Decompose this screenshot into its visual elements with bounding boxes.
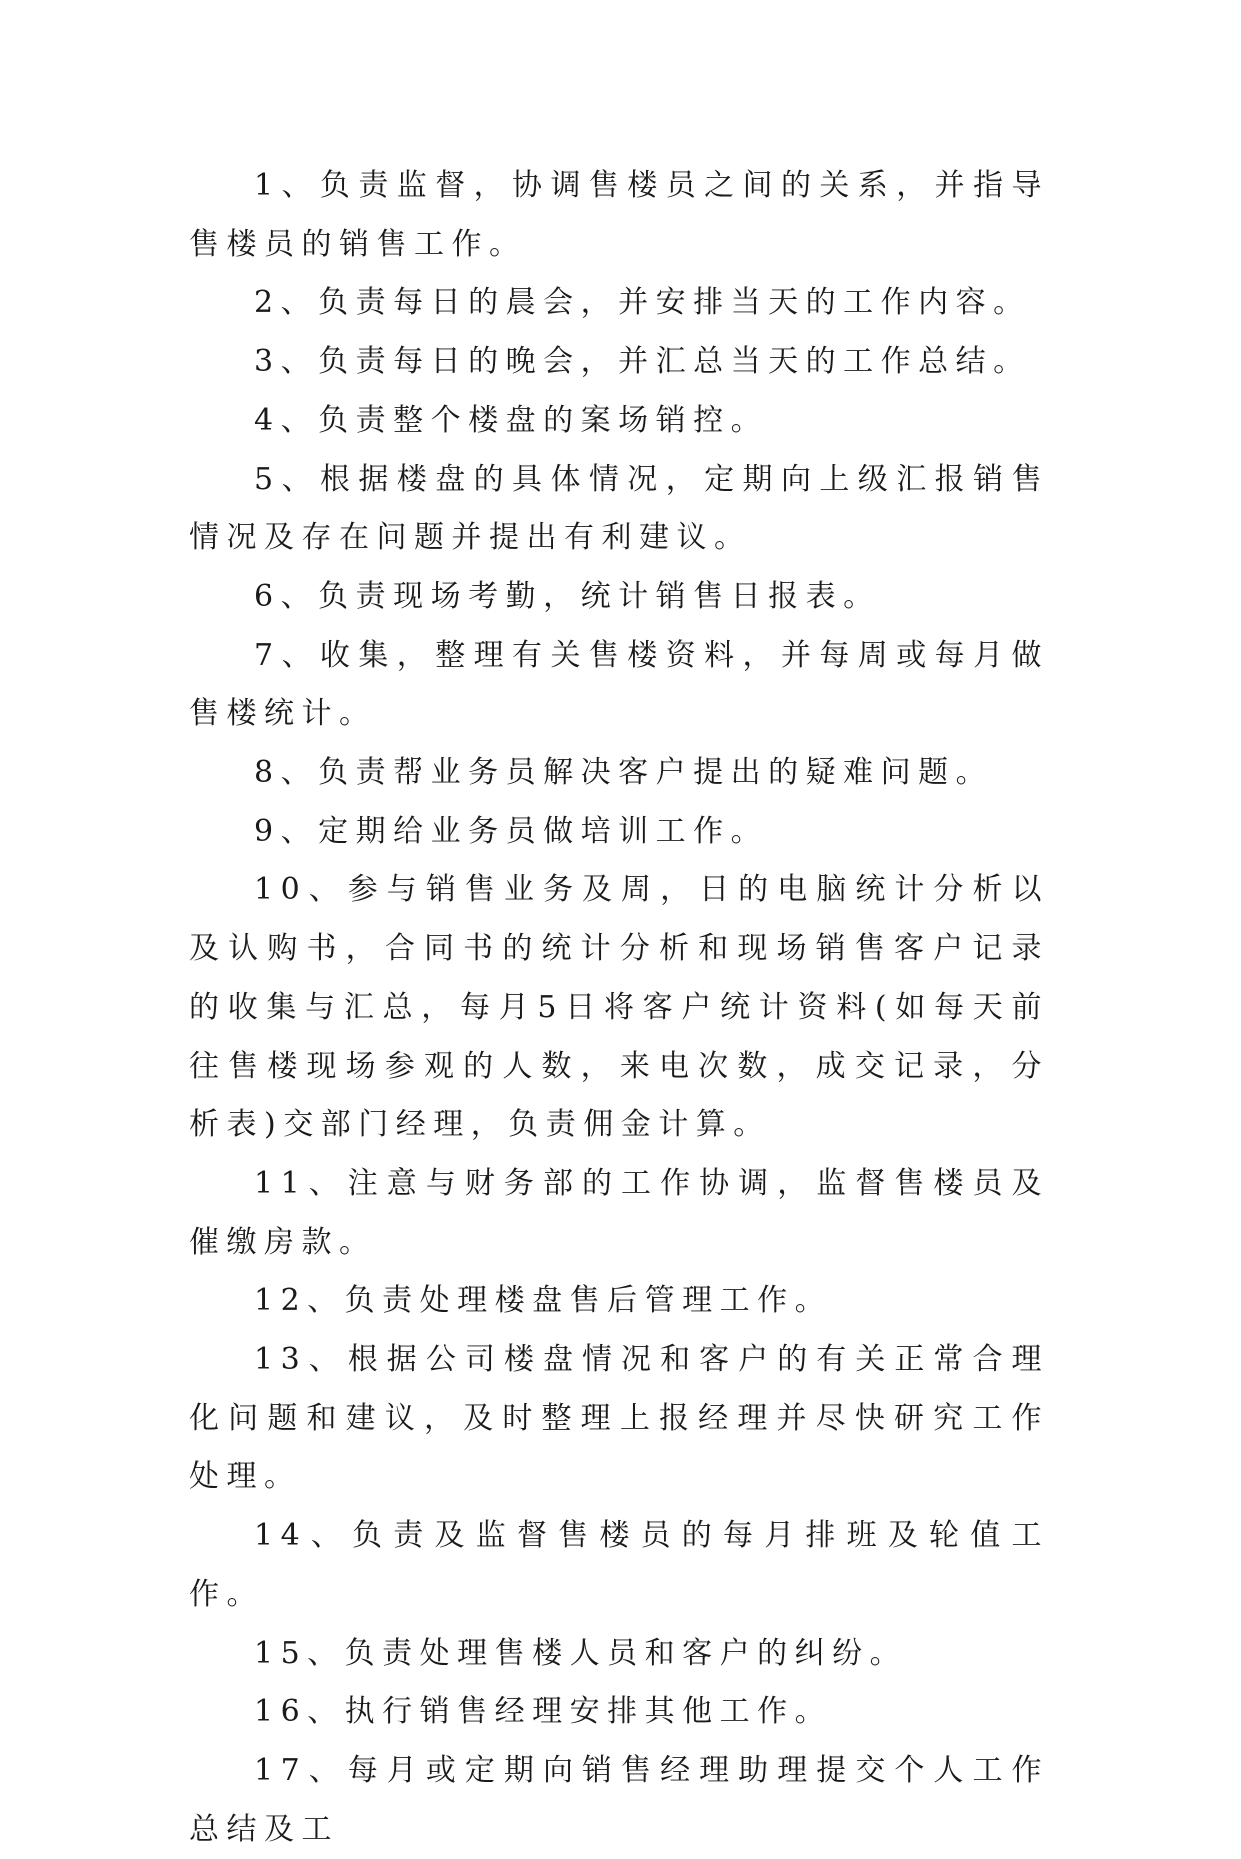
paragraph-9: 9、定期给业务员做培训工作。: [254, 813, 769, 849]
paragraph-10: 10、参与销售业务及周，日的电脑统计分析以及认购书，合同书的统计分析和现场销售客户记录的收集与汇总，每月5日将客户统计资料(如每天前往售楼现场参观的人数，来电次数，成交记录，分析表)交部门经理，负责佣金计算。: [189, 872, 1049, 1143]
paragraph-11: 11、注意与财务部的工作协调，监督售楼员及催缴房款。: [189, 1165, 1049, 1260]
paragraph-8: 8、负责帮业务员解决客户提出的疑难问题。: [254, 755, 994, 791]
paragraph-2: 2、负责每日的晨会，并安排当天的工作内容。: [254, 285, 1031, 321]
paragraph-14: 14、负责及监督售楼员的每月排班及轮值工作。: [189, 1518, 1049, 1612]
paragraph-16: 16、执行销售经理安排其他工作。: [254, 1694, 833, 1730]
paragraph-5: 5、根据楼盘的具体情况，定期向上级汇报销售情况及存在问题并提出有利建议。: [189, 461, 1049, 556]
paragraph-1: 1、负责监督，协调售楼员之间的关系，并指导售楼员的销售工作。: [189, 168, 1049, 262]
paragraph-17: 17、每月或定期向销售经理助理提交个人工作总结及工: [189, 1752, 1049, 1847]
paragraph-7: 7、收集，整理有关售楼资料，并每周或每月做售楼统计。: [189, 637, 1049, 732]
paragraph-12: 12、负责处理楼盘售后管理工作。: [254, 1283, 833, 1319]
paragraph-3: 3、负责每日的晚会，并汇总当天的工作总结。: [254, 344, 1031, 380]
document-body: [189, 157, 1049, 1859]
paragraph-15: 15、负责处理售楼人员和客户的纠纷。: [254, 1635, 908, 1671]
paragraph-4: 4、负责整个楼盘的案场销控。: [254, 402, 769, 438]
paragraph-13: 13、根据公司楼盘情况和客户的有关正常合理化问题和建议，及时整理上报经理并尽快研究工作处理。: [189, 1342, 1049, 1495]
paragraph-6: 6、负责现场考勤，统计销售日报表。: [254, 578, 881, 614]
